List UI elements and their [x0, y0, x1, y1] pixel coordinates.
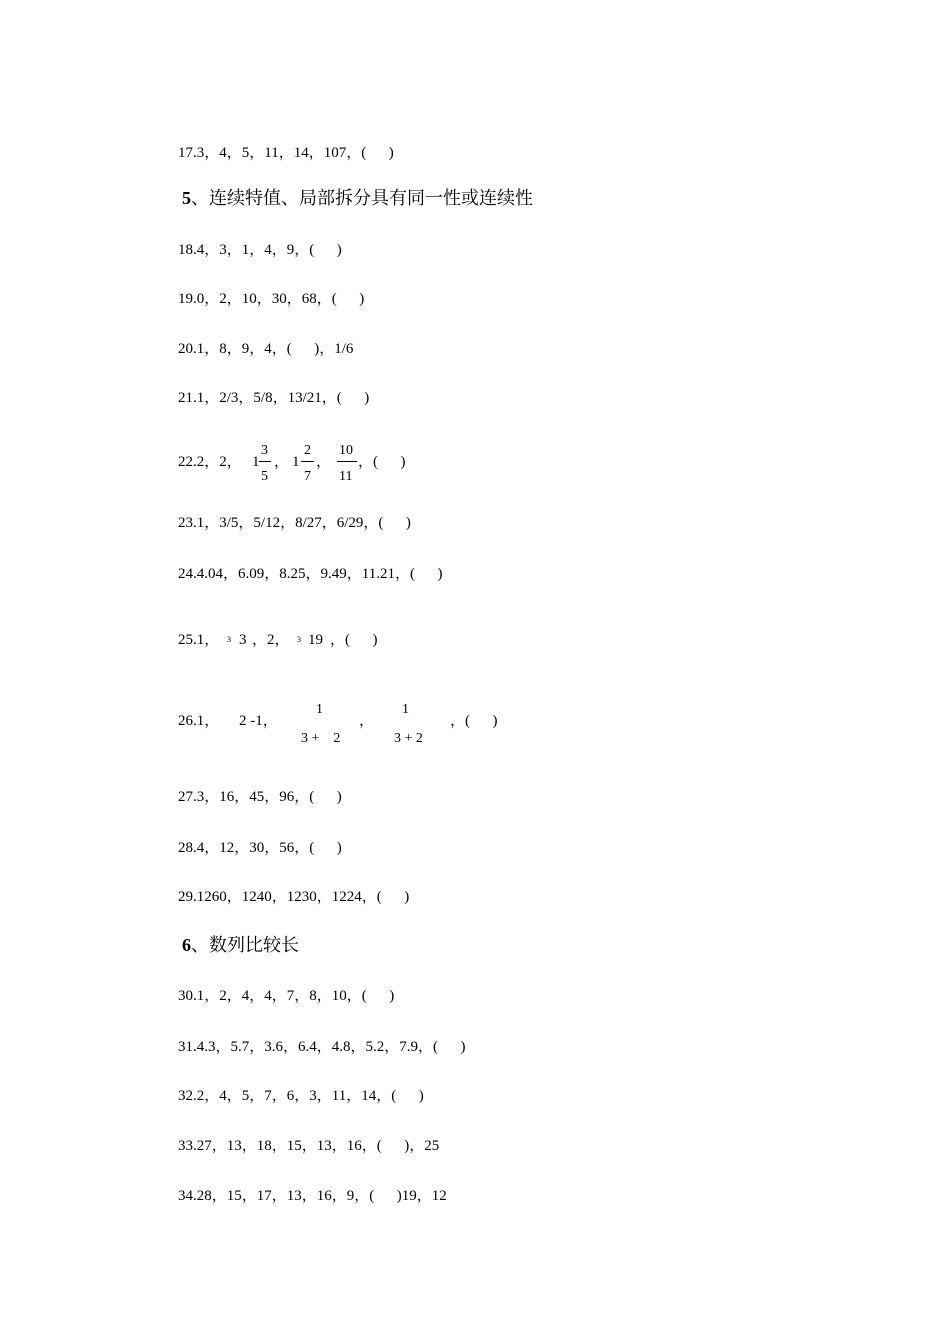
question-33: 33.27，13，18，15，13，16，( )，25 — [178, 1138, 440, 1154]
fraction-denominator: 5 — [261, 469, 268, 484]
fraction-denominator: 11 — [339, 469, 353, 484]
section-title: 、连续特值、局部拆分具有同一性或连续性 — [191, 188, 533, 208]
section-heading-6 — [182, 934, 299, 956]
separator: ， — [274, 454, 290, 470]
question-25-prefix: 25.1， — [178, 632, 220, 648]
section-title: 、数列比较长 — [191, 935, 299, 955]
section-number: 6 — [182, 935, 191, 955]
fraction-denominator: 7 — [304, 469, 311, 484]
question-25-middle: ，2， — [252, 632, 290, 648]
question-31: 31.4.3，5.7，3.6，6.4，4.8，5.2，7.9，( ) — [178, 1039, 466, 1055]
separator: ， — [359, 713, 375, 729]
section-heading-5 — [182, 187, 533, 209]
question-23: 23.1，3/5，5/12，8/27，6/29，( ) — [178, 515, 411, 531]
question-24: 24.4.04，6.09，8.25，9.49，11.21，( ) — [178, 566, 443, 582]
question-27: 27.3，16，45，96，( ) — [178, 789, 342, 805]
fraction-numerator: 1 — [402, 702, 409, 717]
question-32: 32.2，4，5，7，6，3，11，14，( ) — [178, 1088, 424, 1104]
fraction-numerator: 2 — [304, 443, 311, 458]
separator: ， — [316, 454, 332, 470]
expression: 2 -1， — [239, 713, 278, 729]
question-29: 29.1260，1240，1230，1224，( ) — [178, 889, 410, 905]
question-30: 30.1，2，4，4，7，8，10，( ) — [178, 988, 395, 1004]
fraction-denominator: 3 + 2 — [394, 731, 423, 746]
question-28: 28.4，12，30，56，( ) — [178, 840, 342, 856]
question-21: 21.1，2/3，5/8，13/21，( ) — [178, 390, 370, 406]
question-25-suffix: ，( ) — [330, 632, 378, 648]
question-17: 17.3，4，5，11，14，107，( ) — [178, 145, 394, 161]
fraction-denominator: 3 + 2 — [301, 731, 341, 746]
mixed-whole: 1 — [252, 454, 260, 470]
cube-root-index: 3 — [297, 635, 301, 644]
question-22-prefix: 22.2，2， — [178, 454, 242, 470]
fraction-bar — [301, 461, 314, 462]
question-26-prefix: 26.1， — [178, 713, 220, 729]
cube-root-index: 3 — [227, 635, 231, 644]
mixed-whole: 1 — [292, 454, 300, 470]
question-18: 18.4，3，1，4，9，( ) — [178, 242, 342, 258]
fraction-numerator: 1 — [316, 702, 323, 717]
fraction-bar — [337, 461, 357, 462]
fraction-bar — [259, 461, 271, 462]
fraction-numerator: 3 — [261, 443, 268, 458]
radicand: 19 — [308, 632, 323, 648]
question-26-suffix: ，( ) — [450, 713, 498, 729]
radicand: 3 — [239, 632, 247, 648]
question-20: 20.1，8，9，4，( )，1/6 — [178, 341, 354, 357]
fraction-numerator: 10 — [339, 443, 353, 458]
question-19: 19.0，2，10，30，68，( ) — [178, 291, 365, 307]
question-34: 34.28，15，17，13，16，9，( )19，12 — [178, 1188, 447, 1204]
question-22-suffix: ，( ) — [358, 454, 406, 470]
section-number: 5 — [182, 188, 191, 208]
